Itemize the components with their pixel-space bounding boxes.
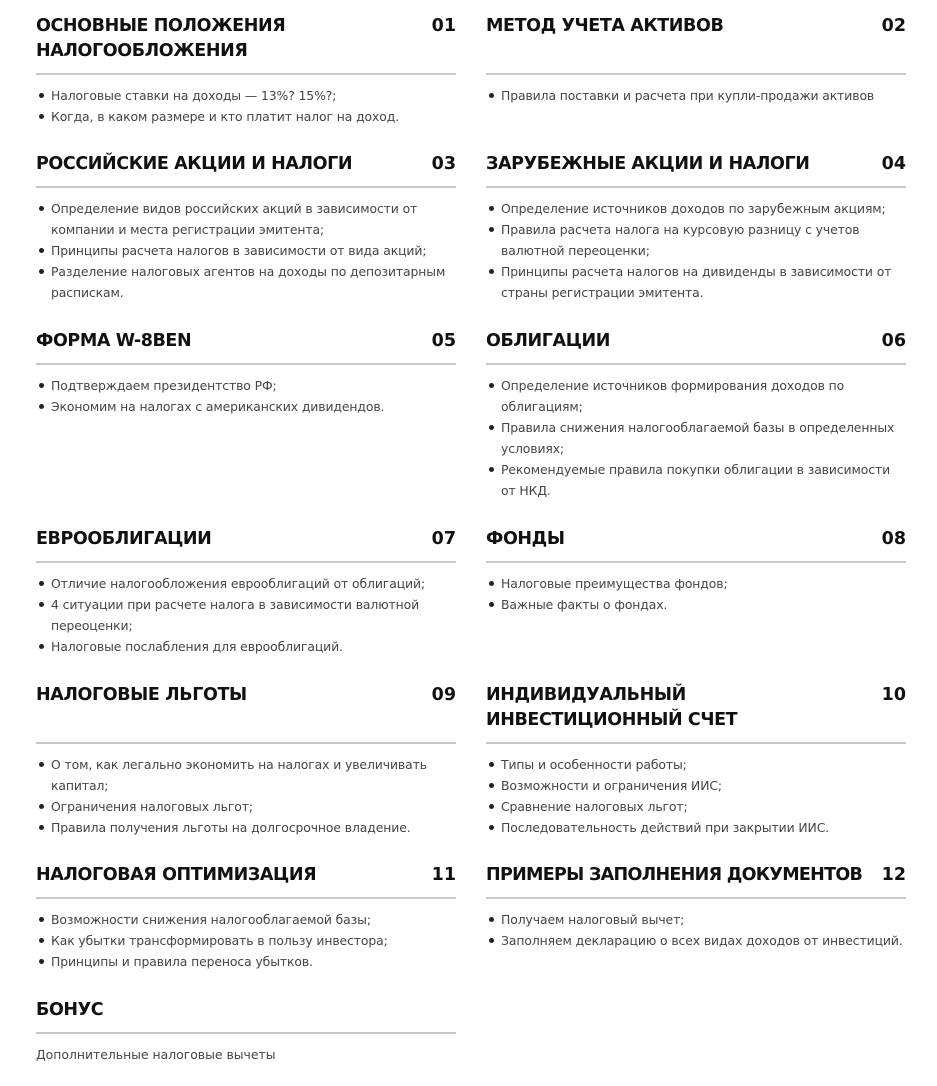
section-item-list — [486, 375, 906, 501]
section-header — [36, 683, 456, 744]
section-title: НАЛОГОВЫЕ ЛЬГОТЫ — [36, 685, 247, 705]
section-item-list — [486, 754, 906, 838]
list-item: Принципы расчета налогов в зависимости от вида акций; — [36, 240, 456, 261]
section-title: ОСНОВНЫЕ ПОЛОЖЕНИЯ НАЛОГООБЛОЖЕНИЯ — [36, 16, 286, 61]
list-item: Налоговые ставки на доходы — 13%? 15%?; — [36, 85, 456, 106]
list-item: Как убытки трансформировать в пользу инвестора; — [36, 930, 456, 951]
section-card-12 — [486, 863, 906, 951]
section-card-02 — [486, 14, 906, 106]
section-number: 06 — [881, 331, 906, 351]
section-header — [486, 152, 906, 188]
list-item: Налоговые преимущества фондов; — [486, 573, 906, 594]
section-item-list — [486, 909, 906, 951]
list-item: Сравнение налоговых льгот; — [486, 796, 906, 817]
section-header — [36, 152, 456, 188]
list-item: Определение видов российских акций в зависимости от компании и места регистрации эмитента; — [36, 198, 456, 240]
list-item: Возможности и ограничения ИИС; — [486, 775, 906, 796]
bonus-card — [36, 998, 456, 1065]
section-header — [486, 329, 906, 365]
list-item: О том, как легально экономить на налогах и увеличивать капитал; — [36, 754, 456, 796]
list-item: Определение источников формирования доходов по облигациям; — [486, 375, 906, 417]
list-item: Рекомендуемые правила покупки облигации в зависимости от НКД. — [486, 459, 906, 501]
bonus-title: БОНУС — [36, 1000, 104, 1020]
list-item: Важные факты о фондах. — [486, 594, 906, 615]
section-number: 01 — [431, 16, 456, 36]
list-item: Возможности снижения налогооблагаемой базы; — [36, 909, 456, 930]
section-card-08 — [486, 527, 906, 615]
section-title: РОССИЙСКИЕ АКЦИИ И НАЛОГИ — [36, 154, 353, 174]
section-card-07 — [36, 527, 456, 657]
list-item: Налоговые послабления для еврооблигаций. — [36, 636, 456, 657]
section-title: ФОНДЫ — [486, 529, 565, 549]
list-item: Заполняем декларацию о всех видах доходов от инвестиций. — [486, 930, 906, 951]
list-item: Получаем налоговый вычет; — [486, 909, 906, 930]
list-item: Экономим на налогах с американских дивидендов. — [36, 396, 456, 417]
section-header — [36, 14, 456, 75]
section-item-list — [36, 909, 456, 972]
section-title: ЗАРУБЕЖНЫЕ АКЦИИ И НАЛОГИ — [486, 154, 810, 174]
section-item-list — [36, 85, 456, 127]
section-number: 10 — [881, 685, 906, 705]
section-card-11 — [36, 863, 456, 972]
section-item-list — [36, 198, 456, 303]
bonus-header — [36, 998, 456, 1034]
list-item: Типы и особенности работы; — [486, 754, 906, 775]
list-item: Отличие налогообложения еврооблигаций от облигаций; — [36, 573, 456, 594]
section-header — [36, 527, 456, 563]
section-header — [486, 683, 906, 744]
list-item: Разделение налоговых агентов на доходы по депозитарным распискам. — [36, 261, 456, 303]
list-item: Подтверждаем президентство РФ; — [36, 375, 456, 396]
list-item: Последовательность действий при закрытии ИИС. — [486, 817, 906, 838]
section-card-06 — [486, 329, 906, 501]
section-number: 12 — [881, 865, 906, 885]
section-title: НАЛОГОВАЯ ОПТИМИЗАЦИЯ — [36, 865, 317, 885]
section-title: ЕВРООБЛИГАЦИИ — [36, 529, 212, 549]
list-item: Правила поставки и расчета при купли-продажи активов — [486, 85, 906, 106]
list-item: Принципы и правила переноса убытков. — [36, 951, 456, 972]
section-item-list — [36, 375, 456, 417]
section-header — [36, 863, 456, 899]
list-item: 4 ситуации при расчете налога в зависимости валютной переоценки; — [36, 594, 456, 636]
section-item-list — [36, 754, 456, 838]
section-number: 03 — [431, 154, 456, 174]
section-header — [486, 14, 906, 75]
section-card-10 — [486, 683, 906, 838]
section-header — [486, 527, 906, 563]
section-number: 07 — [431, 529, 456, 549]
section-title: МЕТОД УЧЕТА АКТИВОВ — [486, 16, 724, 36]
section-number: 09 — [431, 685, 456, 705]
section-header — [486, 863, 906, 899]
list-item: Правила получения льготы на долгосрочное владение. — [36, 817, 456, 838]
section-title: ПРИМЕРЫ ЗАПОЛНЕНИЯ ДОКУМЕНТОВ — [486, 865, 863, 885]
section-title: ФОРМА W-8BEN — [36, 331, 192, 351]
list-item: Принципы расчета налогов на дивиденды в зависимости от страны регистрации эмитента. — [486, 261, 906, 303]
section-card-01 — [36, 14, 456, 127]
section-item-list — [486, 85, 906, 106]
section-header — [36, 329, 456, 365]
section-card-09 — [36, 683, 456, 838]
section-number: 11 — [431, 865, 456, 885]
list-item: Правила расчета налога на курсовую разницу с учетов валютной переоценки; — [486, 219, 906, 261]
section-number: 05 — [431, 331, 456, 351]
section-item-list — [486, 198, 906, 303]
section-item-list — [486, 573, 906, 615]
list-item: Ограничения налоговых льгот; — [36, 796, 456, 817]
section-title: ИНДИВИДУАЛЬНЫЙ ИНВЕСТИЦИОННЫЙ СЧЕТ — [486, 685, 738, 730]
section-card-04 — [486, 152, 906, 303]
section-number: 08 — [881, 529, 906, 549]
section-card-05 — [36, 329, 456, 417]
list-item: Определение источников доходов по зарубежным акциям; — [486, 198, 906, 219]
list-item: Правила снижения налогооблагаемой базы в определенных условиях; — [486, 417, 906, 459]
list-item: Когда, в каком размере и кто платит налог на доход. — [36, 106, 456, 127]
section-title: ОБЛИГАЦИИ — [486, 331, 611, 351]
bonus-text: Дополнительные налоговые вычеты — [36, 1047, 276, 1062]
section-number: 04 — [881, 154, 906, 174]
section-card-03 — [36, 152, 456, 303]
section-item-list — [36, 573, 456, 657]
section-number: 02 — [881, 16, 906, 36]
